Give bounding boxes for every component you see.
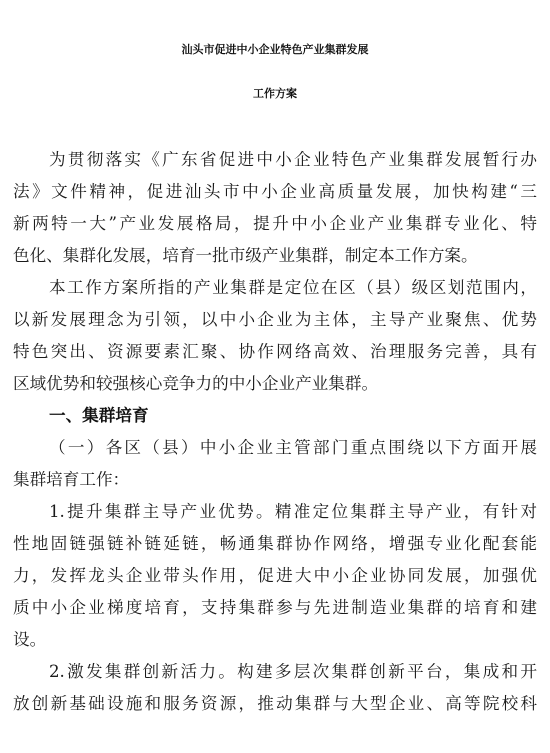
paragraph-1-line-2: 法》文件精神，促进汕头市中小企业高质量发展，加快构建“三 (13, 182, 537, 201)
paragraph-4-line-4: 质中小企业梯度培育，支持集群参与先进制造业集群的培育和建 (13, 598, 537, 617)
paragraph-4-line-1: 1.提升集群主导产业优势。精准定位集群主导产业，有针对 (49, 502, 537, 521)
document-title-line-1: 汕头市促进中小企业特色产业集群发展 (181, 43, 369, 56)
paragraph-5-line-1: 2.激发集群创新活力。构建多层次集群创新平台，集成和开 (49, 662, 537, 681)
paragraph-2-line-4: 区域优势和较强核心竞争力的中小企业产业集群。 (13, 374, 379, 393)
paragraph-3-line-2: 集群培育工作： (13, 470, 130, 489)
paragraph-5-line-2: 放创新基础设施和服务资源，推动集群与大型企业、高等院校科 (13, 694, 537, 713)
paragraph-1-line-1: 为贯彻落实《广东省促进中小企业特色产业集群发展暂行办 (49, 150, 537, 169)
paragraph-2-line-2: 以新发展理念为引领，以中小企业为主体，主导产业聚焦、优势 (13, 310, 537, 329)
paragraph-4-line-5: 设。 (13, 630, 47, 649)
paragraph-3-line-1: （一）各区（县）中小企业主管部门重点围绕以下方面开展 (49, 438, 537, 457)
section-heading: 一、集群培育 (49, 406, 149, 425)
paragraph-2-line-1: 本工作方案所指的产业集群是定位在区（县）级区划范围内， (49, 278, 537, 297)
paragraph-4-line-3: 力，发挥龙头企业带头作用，促进大中小企业协同发展，加强优 (13, 566, 537, 585)
paragraph-2-line-3: 特色突出、资源要素汇聚、协作网络高效、治理服务完善，具有 (13, 342, 537, 361)
paragraph-1-line-4: 色化、集群化发展，培育一批市级产业集群，制定本工作方案。 (13, 246, 478, 265)
paragraph-1-line-3: 新两特一大”产业发展格局，提升中小企业产业集群专业化、特 (13, 214, 537, 233)
paragraph-4-line-2: 性地固链强链补链延链，畅通集群协作网络，增强专业化配套能 (13, 534, 537, 553)
document-title-line-2: 工作方案 (253, 87, 297, 100)
